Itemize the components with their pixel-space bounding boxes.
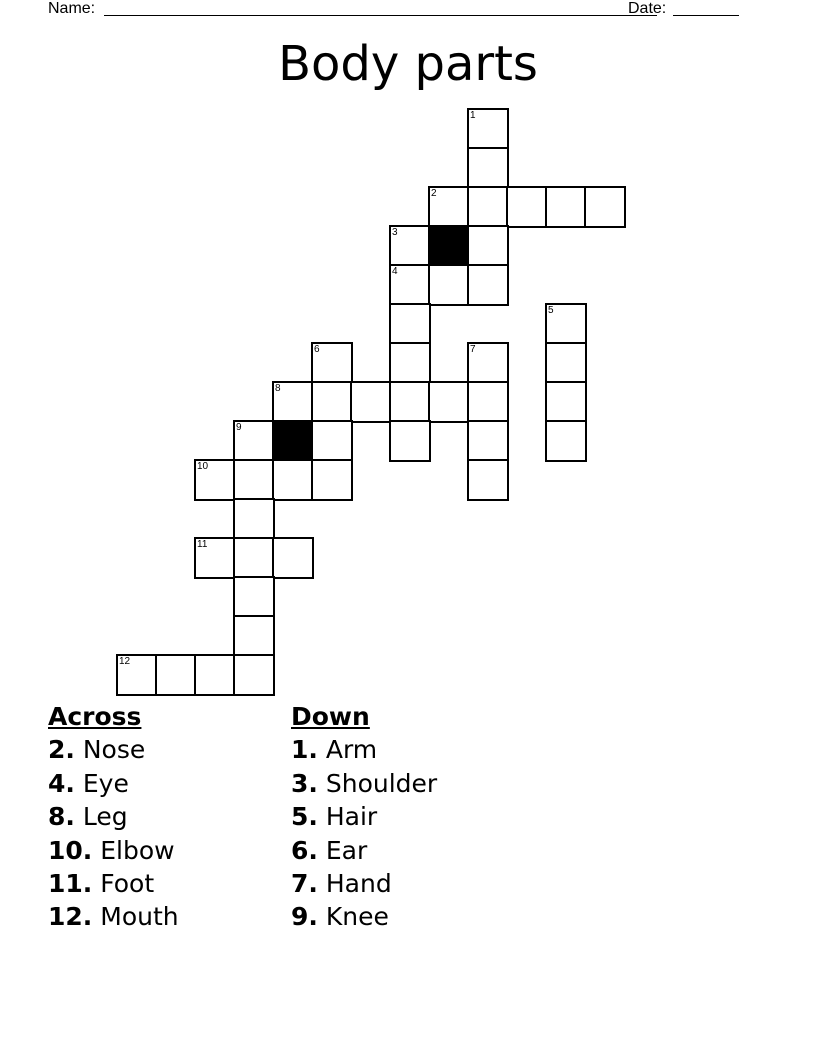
crossword-cell[interactable]	[467, 108, 509, 150]
clue-number: 9	[236, 422, 242, 433]
clue-number: 4	[392, 266, 398, 277]
clue-number: 1.	[291, 735, 318, 765]
down-clue	[291, 834, 437, 867]
clue-number: 11.	[48, 869, 93, 899]
crossword-cell[interactable]	[467, 459, 509, 501]
clue-number: 2.	[48, 735, 75, 765]
crossword-cell[interactable]	[233, 576, 275, 618]
crossword-cell[interactable]	[233, 420, 275, 462]
crossword-cell[interactable]	[233, 654, 275, 696]
crossword-cell[interactable]	[233, 537, 275, 579]
clue-text: Shoulder	[325, 768, 438, 798]
crossword-cell[interactable]	[233, 615, 275, 657]
crossword-cell[interactable]	[467, 420, 509, 462]
crossword-cell[interactable]	[467, 225, 509, 267]
clue-number: 10.	[48, 835, 93, 865]
clue-number: 8.	[48, 802, 75, 832]
down-clue	[291, 800, 437, 833]
crossword-cell[interactable]	[467, 186, 509, 228]
clue-number: 4.	[48, 768, 75, 798]
crossword-cell[interactable]	[467, 342, 509, 384]
crossword-cell[interactable]	[545, 420, 587, 462]
clue-text: Ear	[325, 835, 368, 865]
clue-text: Hand	[325, 869, 392, 899]
blocked-cell	[272, 420, 314, 462]
clue-number: 12	[119, 656, 131, 667]
crossword-cell[interactable]	[584, 186, 626, 228]
across-clues	[48, 700, 179, 934]
crossword-cell[interactable]	[389, 381, 431, 423]
clue-text: Nose	[82, 735, 146, 765]
down-clue	[291, 867, 437, 900]
crossword-cell[interactable]	[311, 420, 353, 462]
crossword-cell[interactable]	[428, 186, 470, 228]
crossword-cell[interactable]	[194, 537, 236, 579]
clue-number: 3.	[291, 768, 318, 798]
down-clues	[291, 700, 437, 934]
across-clue-list	[48, 733, 179, 933]
clue-text: Arm	[325, 735, 378, 765]
clue-text: Elbow	[100, 835, 175, 865]
clue-text: Mouth	[100, 902, 179, 932]
clue-text: Eye	[82, 768, 129, 798]
clue-number: 5	[548, 305, 554, 316]
clue-number: 3	[392, 227, 398, 238]
crossword-cell[interactable]	[389, 303, 431, 345]
across-clue	[48, 733, 179, 766]
clue-number: 2	[431, 188, 437, 199]
clue-text: Leg	[82, 802, 128, 832]
crossword-cell[interactable]	[311, 342, 353, 384]
crossword-cell[interactable]	[467, 264, 509, 306]
crossword-cell[interactable]	[155, 654, 197, 696]
crossword-cell[interactable]	[116, 654, 158, 696]
clue-number: 6	[314, 344, 320, 355]
crossword-cell[interactable]	[389, 342, 431, 384]
across-clue	[48, 900, 179, 933]
crossword-cell[interactable]	[389, 264, 431, 306]
crossword-cell[interactable]	[506, 186, 548, 228]
down-clue	[291, 767, 437, 800]
crossword-cell[interactable]	[545, 303, 587, 345]
crossword-cell[interactable]	[389, 225, 431, 267]
down-clue-list	[291, 733, 437, 933]
page-title: Body parts	[278, 36, 538, 92]
down-heading: Down	[291, 702, 370, 731]
clue-number: 10	[197, 461, 209, 472]
crossword-cell[interactable]	[545, 186, 587, 228]
crossword-cell[interactable]	[272, 459, 314, 501]
down-clue	[291, 900, 437, 933]
crossword-cell[interactable]	[272, 381, 314, 423]
clue-number: 7.	[291, 869, 318, 899]
crossword-cell[interactable]	[311, 381, 353, 423]
clue-number: 1	[470, 110, 476, 121]
clue-number: 5.	[291, 802, 318, 832]
clue-text: Foot	[100, 869, 155, 899]
crossword-cell[interactable]	[428, 381, 470, 423]
across-clue	[48, 834, 179, 867]
clue-text: Hair	[325, 802, 378, 832]
clue-number: 6.	[291, 835, 318, 865]
clue-number: 9.	[291, 902, 318, 932]
across-clue	[48, 800, 179, 833]
down-clue	[291, 733, 437, 766]
blocked-cell	[428, 225, 470, 267]
crossword-cell[interactable]	[389, 420, 431, 462]
crossword-cell[interactable]	[428, 264, 470, 306]
crossword-cell[interactable]	[311, 459, 353, 501]
date-label: Date:	[628, 0, 667, 17]
clue-number: 7	[470, 344, 476, 355]
crossword-cell[interactable]	[194, 459, 236, 501]
clue-number: 12.	[48, 902, 93, 932]
clue-number: 11	[197, 539, 208, 550]
name-label: Name:	[48, 0, 96, 17]
crossword-cell[interactable]	[272, 537, 314, 579]
crossword-cell[interactable]	[467, 147, 509, 189]
crossword-cell[interactable]	[194, 654, 236, 696]
clue-text: Knee	[325, 902, 389, 932]
crossword-cell[interactable]	[545, 342, 587, 384]
crossword-cell[interactable]	[467, 381, 509, 423]
across-clue	[48, 867, 179, 900]
crossword-cell[interactable]	[233, 459, 275, 501]
crossword-cell[interactable]	[233, 498, 275, 540]
clue-number: 8	[275, 383, 281, 394]
crossword-cell[interactable]	[545, 381, 587, 423]
crossword-cell[interactable]	[350, 381, 392, 423]
across-heading: Across	[48, 702, 142, 731]
across-clue	[48, 767, 179, 800]
